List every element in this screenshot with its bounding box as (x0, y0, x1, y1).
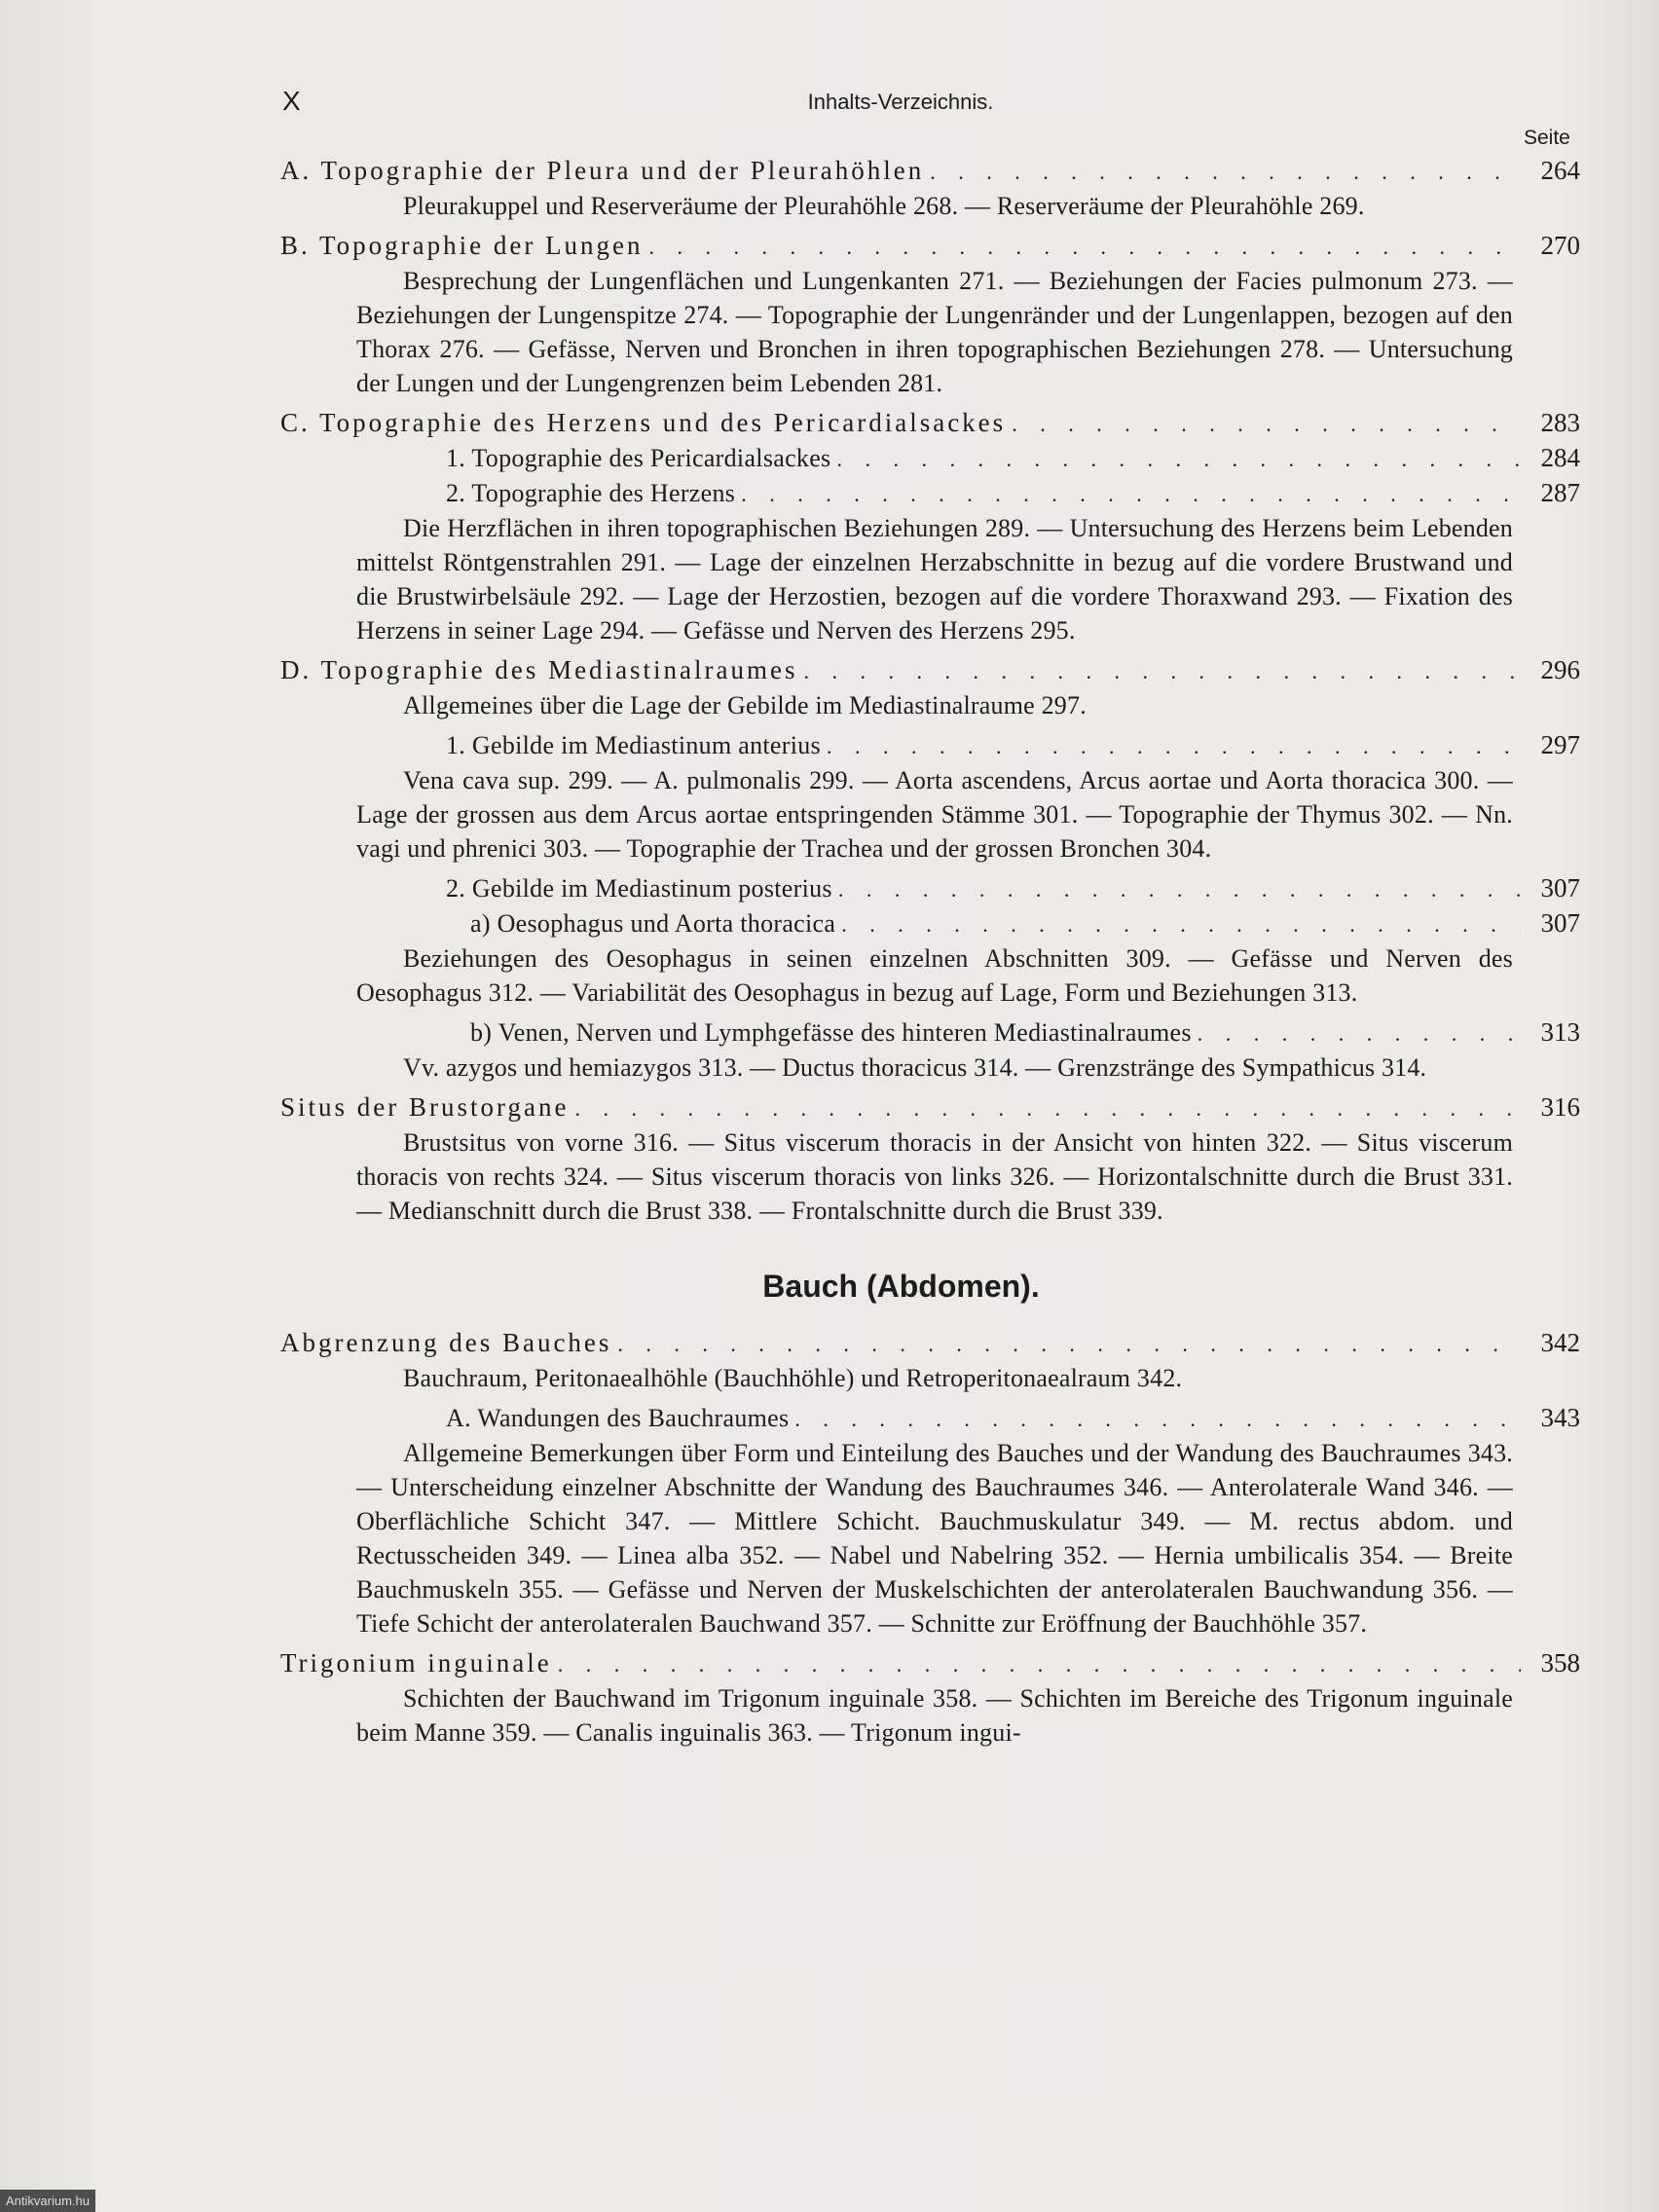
toc-entry-label: Abgrenzung des Bauches (280, 1328, 612, 1357)
toc-entry-label: 1. Topographie des Pericardialsackes (446, 444, 831, 472)
dot-leader (1012, 407, 1521, 441)
toc-page-number: 297 (1540, 730, 1580, 759)
toc-description: Allgemeines über die Lage der Gebilde im Mediastinalraume 297. (403, 691, 1087, 719)
toc-entry-label: 2. Topographie des Herzens (446, 479, 736, 507)
toc-description: Schichten der Bauchwand im Trigonum inguinale 358. — Schichten im Bereiche des Trigonum inguinale beim Manne 359. — Canalis inguinalis 363. — Trigonum ingui- (356, 1684, 1513, 1747)
toc-page-number: 307 (1540, 908, 1580, 938)
toc-page-number: 264 (1540, 156, 1580, 185)
toc-page-number: 296 (1540, 655, 1580, 684)
toc-entry (280, 1401, 1580, 1436)
toc-entry (280, 154, 1580, 189)
toc-entry (280, 871, 1580, 906)
watermark: Antikvarium.hu (0, 2190, 95, 2212)
dot-leader (841, 907, 1521, 941)
toc-description: Brustsitus von vorne 316. — Situs viscerum thoracis in der Ansicht von hinten 322. — Situs viscerum thoracis von rechts 324. — Situs viscerum thoracis von links 326. — Horizontalschnitte durch die Brust 331. — Medianschnitt durch die Brust 338. — Frontalschnitte durch die Brust 339. (356, 1128, 1513, 1225)
toc-page-number: 313 (1540, 1017, 1580, 1047)
toc-page-number: 307 (1540, 873, 1580, 903)
toc-page-number: 270 (1540, 231, 1580, 260)
toc-entry (280, 1015, 1580, 1051)
toc-page-number: 316 (1540, 1092, 1580, 1122)
toc-entry (280, 653, 1580, 688)
toc-entry (280, 441, 1580, 476)
toc-description: Vena cava sup. 299. — A. pulmonalis 299. — Aorta ascendens, Arcus aortae und Aorta thoracica 300. — Lage der grossen aus dem Arcus aortae entspringenden Stämme 301. — Topographie der Thymus 302. — Nn. vagi und phrenici 303. — Topographie der Trachea und der grossen Bronchen 304. (356, 766, 1513, 863)
toc-entry-label: b) Venen, Nerven und Lymphgefässe des hinteren Mediastinalraumes (470, 1018, 1192, 1047)
toc-description: Die Herzflächen in ihren topographischen Beziehungen 289. — Untersuchung des Herzens beim Lebenden mittelst Röntgenstrahlen 291. — Lage der einzelnen Herzabschnitte in bezug auf die vordere Brustwand und die Brustwirbelsäule 292. — Lage der Herzostien, bezogen auf die vordere Thoraxwand 293. — Fixation des Herzens in seiner Lage 294. — Gefässe und Nerven des Herzens 295. (356, 514, 1513, 645)
dot-leader (827, 729, 1521, 763)
toc-entry-label: D. Topographie des Mediastinalraumes (280, 655, 798, 684)
toc-entry (280, 728, 1580, 763)
page-numeral: X (282, 86, 301, 116)
seite-column-label: Seite (1524, 127, 1570, 149)
section-heading: Bauch (Abdomen). (762, 1269, 1040, 1304)
toc-description: Beziehungen des Oesophagus in seinen einzelnen Abschnitten 309. — Gefässe und Nerven des Oesophagus 312. — Variabilität des Oesophagus in bezug auf Lage, Form und Beziehungen 313. (356, 944, 1513, 1007)
dot-leader (794, 1402, 1521, 1436)
toc-entry (280, 406, 1580, 441)
dot-leader (741, 477, 1521, 511)
toc-entry-label: 1. Gebilde im Mediastinum anterius (446, 731, 821, 759)
dot-leader (649, 230, 1521, 264)
toc-entry-label: C. Topographie des Herzens und des Pericardialsackes (280, 408, 1007, 437)
toc-entry (280, 906, 1580, 941)
toc-description: Allgemeine Bemerkungen über Form und Einteilung des Bauches und der Wandung des Bauchraumes 343. — Unterscheidung einzelner Abschnitte der Wandung des Bauchraumes 346. — Anterolaterale Wand 346. — Oberflächliche Schicht 347. — Mittlere Schicht. Bauchmuskulatur 349. — M. rectus abdom. und Rectusscheiden 349. — Linea alba 352. — Nabel und Nabelring 352. — Hernia umbilicalis 354. — Breite Bauchmuskeln 355. — Gefässe und Nerven der Muskelschichten der anterolateralen Bauchwandung 356. — Tiefe Schicht der anterolateralen Bauchwand 357. — Schnitte zur Eröffnung der Bauchhöhle 357. (356, 1439, 1513, 1638)
toc-page-number: 342 (1540, 1328, 1580, 1357)
toc-page-number: 358 (1540, 1648, 1580, 1677)
toc-entry-label: Situs der Brustorgane (280, 1092, 570, 1122)
dot-leader (836, 442, 1521, 476)
dot-leader (558, 1647, 1521, 1681)
dot-leader (574, 1091, 1521, 1125)
toc-entry (280, 476, 1580, 511)
dot-leader (838, 872, 1521, 906)
toc-entry-label: 2. Gebilde im Mediastinum posterius (446, 874, 832, 903)
toc-description: Vv. azygos und hemiazygos 313. — Ductus thoracicus 314. — Grenzstränge des Sympathicus 314. (403, 1053, 1427, 1082)
dot-leader (617, 1327, 1521, 1361)
toc-page-number: 284 (1540, 443, 1580, 472)
table-of-contents (280, 152, 1580, 1755)
toc-entry-label: A. Wandungen des Bauchraumes (446, 1404, 790, 1432)
running-title: Inhalts-Verzeichnis. (807, 90, 994, 114)
toc-entry (280, 1090, 1580, 1125)
toc-page-number: 287 (1540, 478, 1580, 507)
toc-entry-label: a) Oesophagus und Aorta thoracica (470, 909, 836, 938)
dot-leader (930, 155, 1521, 189)
toc-entry-label: B. Topographie der Lungen (280, 231, 644, 260)
toc-entry (280, 1326, 1580, 1361)
toc-entry (280, 1646, 1580, 1681)
toc-description: Bauchraum, Peritonaealhöhle (Bauchhöhle) und Retroperitonaealraum 342. (403, 1364, 1183, 1392)
toc-page-number: 283 (1540, 408, 1580, 437)
page-header (282, 86, 1519, 119)
toc-entry-label: Trigonium inguinale (280, 1648, 552, 1677)
dot-leader (1198, 1016, 1521, 1051)
toc-description: Pleurakuppel und Reserveräume der Pleurahöhle 268. — Reserveräume der Pleurahöhle 269. (403, 192, 1365, 220)
dot-leader (804, 654, 1521, 688)
toc-page-number: 343 (1540, 1403, 1580, 1432)
toc-entry-label: A. Topographie der Pleura und der Pleurahöhlen (280, 156, 925, 185)
toc-entry (280, 229, 1580, 264)
toc-description: Besprechung der Lungenflächen und Lungenkanten 271. — Beziehungen der Facies pulmonum 273. — Beziehungen der Lungenspitze 274. — Topographie der Lungenränder und der Lungenlappen, bezogen auf den Thorax 276. — Gefässe, Nerven und Bronchen in ihren topographischen Beziehungen 278. — Untersuchung der Lungen und der Lungengrenzen beim Lebenden 281. (356, 267, 1513, 397)
